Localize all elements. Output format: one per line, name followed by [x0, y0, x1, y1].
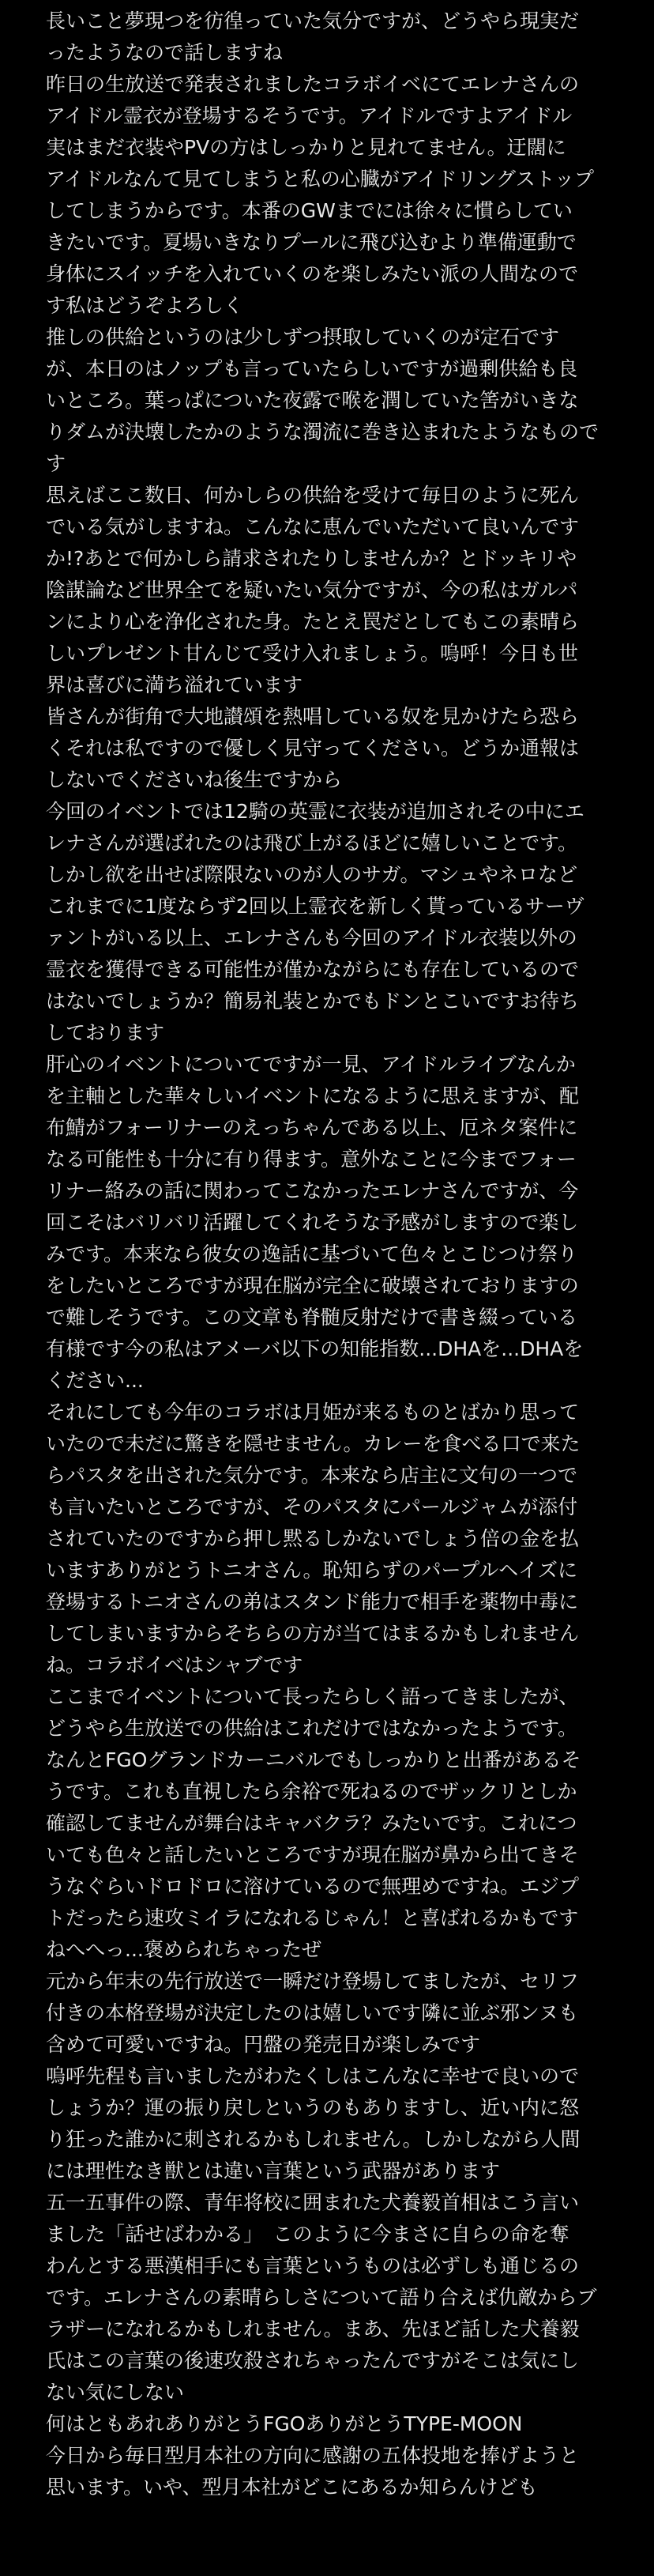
paragraph: [46, 2187, 611, 2408]
text-line: でいる気がしますね。こんなに恵んでいただいて良いんです: [46, 515, 580, 538]
paragraph: [46, 480, 611, 701]
text-line: 昨日の生放送で発表されましたコラボイベにてエレナさんの: [46, 73, 580, 96]
text-line: しかし欲を出せば際限ないのが人のサガ。マシュやネロなど: [46, 863, 578, 886]
text-line: しいプレゼント甘んじて受け入れましょう。嗚呼！今日も世: [46, 642, 579, 665]
text-line: か!?あとで何かしら請求されたりしませんか？とドッキリや: [46, 547, 577, 570]
text-line: 含めて可愛いですね。円盤の発売日が楽しみです: [46, 2033, 481, 2056]
text-line: わんとする悪漢相手にも言葉というものは必ずしも通じるの: [46, 2254, 580, 2277]
text-line: 布鯖がフォーリナーのえっちゃんである以上、厄ネタ案件に: [46, 1116, 578, 1139]
text-line: リナー絡みの話に関わってこなかったエレナさんですが、今: [46, 1179, 579, 1202]
text-line: これまでに1度ならず2回以上霊衣を新しく貰っているサーヴ: [46, 895, 584, 918]
paragraph: [46, 2408, 611, 2440]
text-line: らパスタを出された気分です。本来なら店主に文句の一つで: [46, 1464, 578, 1487]
text-line: 肝心のイベントについてですが一見、アイドルライブなんか: [46, 1053, 576, 1076]
text-line: うなぐらいドロドロに溶けているので無理めですね。エジプ: [46, 1875, 580, 1898]
text-line: には理性なき獣とは違い言葉という武器があります: [46, 2159, 501, 2182]
text-line: 付きの本格登場が決定したのは嬉しいです隣に並ぶ邪ンヌも: [46, 2001, 579, 2024]
text-line: 実はまだ衣装やPVの方はしっかりと見れてません。迂闊に: [46, 136, 566, 159]
paragraph: [46, 701, 611, 796]
text-line: 身体にスイッチを入れていくのを楽しみたい派の人間なので: [46, 262, 579, 285]
text-line: を主軸とした華々しいイベントになるように思えますが、配: [46, 1084, 580, 1107]
text-line: うです。これも直視したら余裕で死ねるのでザックリとしか: [46, 1780, 577, 1803]
text-line: しないでくださいね後生ですから: [46, 768, 343, 791]
text-line: きたいです。夏場いきなりプールに飛び込むより準備運動で: [46, 231, 577, 254]
text-line: トだったら速攻ミイラになれるじゃん！と喜ばれるかもです: [46, 1907, 579, 1929]
text-line: いますありがとうトニオさん。恥知らずのパープルヘイズに: [46, 1559, 578, 1582]
text-line: す私はどうぞよろしく: [46, 294, 244, 317]
text-line: をしたいところですが現在脳が完全に破壊されておりますの: [46, 1274, 579, 1297]
text-line: 回こそはバリバリ活躍してくれそうな予感がしますので楽し: [46, 1211, 579, 1234]
text-line: してしまいますからそちらの方が当てはまるかもしれません: [46, 1622, 580, 1645]
paragraph: [46, 69, 611, 322]
text-line: が、本日のはノップも言っていたらしいですが過剰供給も良: [46, 357, 578, 380]
paragraph: [46, 1049, 611, 1397]
paragraph: [46, 2440, 611, 2503]
text-line: です。エレナさんの素晴らしさについて語り合えば仇敵からブ: [46, 2286, 597, 2309]
text-line: ました「話せばわかる」 このように今まさに自らの命を奪: [46, 2223, 569, 2246]
text-line: 思えばここ数日、何かしらの供給を受けて毎日のように死ん: [46, 484, 580, 507]
text-line: ない気にしない: [46, 2381, 185, 2404]
text-line: 今回のイベントでは12騎の英霊に衣装が追加されその中にエ: [46, 800, 584, 823]
text-line: ここまでイベントについて長ったらしく語ってきましたが、: [46, 1685, 579, 1708]
text-line: くそれは私ですので優しく見守ってください。どうか通報は: [46, 737, 580, 760]
text-line: 陰謀論など世界全てを疑いたい気分ですが、今の私はガルパ: [46, 579, 578, 602]
text-line: り狂った誰かに刺されるかもしれません。しかしながら人間: [46, 2128, 581, 2151]
text-line: 何はともあれありがとうFGOありがとうTYPE-MOON: [46, 2412, 523, 2435]
text-line: それにしても今年のコラボは月姫が来るものとばかり思って: [46, 1401, 580, 1424]
text-line: ラザーになれるかもしれません。まあ、先ほど話した犬養毅: [46, 2318, 580, 2340]
text-line: アイドルなんて見てしまうと私の心臓がアイドリングストップ: [46, 168, 595, 190]
text-line: 界は喜びに満ち溢れています: [46, 673, 303, 696]
text-line: みです。本来なら彼女の逸話に基づいて色々とこじつけ祭り: [46, 1243, 578, 1265]
text-line: 推しの供給というのは少しずつ摂取していくのが定石です: [46, 326, 560, 349]
text-line: いところ。葉っぱについた夜露で喉を潤していた筈がいきな: [46, 389, 579, 412]
text-line: しております: [46, 1021, 165, 1044]
text-line: ねへへっ...褒められちゃったぜ: [46, 1938, 321, 1961]
text-line: 氏はこの言葉の後速攻殺されちゃったんですがそこは気にし: [46, 2349, 580, 2372]
paragraph: [46, 1966, 611, 2061]
paragraph: [46, 6, 611, 69]
text-line: ください...: [46, 1369, 144, 1392]
text-line: で難しそうです。この文章も脊髄反射だけで書き綴っている: [46, 1306, 578, 1329]
text-line: ね。コラボイベはシャブです: [46, 1654, 303, 1676]
text-line: アイドル霊衣が登場するそうです。アイドルですよアイドル: [46, 104, 573, 127]
text-line: 有様です今の私はアメーバ以下の知能指数...DHAを...DHAを: [46, 1337, 584, 1360]
text-line: 霊衣を獲得できる可能性が僅かながらにも存在しているので: [46, 958, 580, 981]
text-line: 思います。いや、型月本社がどこにあるか知らんけども: [46, 2476, 538, 2499]
paragraph: [46, 1681, 611, 1966]
text-line: も言いたいところですが、そのパスタにパールジャムが添付: [46, 1495, 578, 1518]
text-line: レナさんが選ばれたのは飛び上がるほどに嬉しいことです。: [46, 832, 578, 854]
text-line: しょうか？運の振り戻しというのもありますし、近い内に怒: [46, 2096, 580, 2119]
paragraph: [46, 2061, 611, 2187]
text-line: ァントがいる以上、エレナさんも今回のアイドル衣装以外の: [46, 926, 577, 949]
text-line: す: [46, 452, 66, 475]
text-line: 元から年末の先行放送で一瞬だけ登場してましたが、セリフ: [46, 1970, 580, 1993]
paragraph: [46, 796, 611, 1049]
text-line: ったようなので話しますね: [46, 41, 284, 64]
text-line: 登場するトニオさんの弟はスタンド能力で相手を薬物中毒に: [46, 1590, 579, 1613]
paragraph: [46, 1397, 611, 1681]
text-line: なんとFGOグランドカーニバルでもしっかりと出番があるそ: [46, 1748, 581, 1771]
text-line: はないでしょうか？簡易礼装とかでもドンとこいですお待ち: [46, 990, 580, 1013]
text-line: 五一五事件の際、青年将校に囲まれた犬養毅首相はこう言い: [46, 2191, 580, 2214]
text-line: いたので未だに驚きを隠せません。カレーを食べる口で来た: [46, 1432, 581, 1455]
paragraph: [46, 322, 611, 480]
text-line: どうやら生放送での供給はこれだけではなかったようです。: [46, 1717, 578, 1740]
text-line: 皆さんが街角で大地讃頌を熱唱している奴を見かけたら恐ら: [46, 705, 580, 728]
text-line: してしまうからです。本番のGWまでには徐々に慣らしてい: [46, 199, 573, 222]
text-line: いても色々と話したいところですが現在脳が鼻から出てきそ: [46, 1843, 579, 1866]
text-line: されていたのですから押し黙るしかないでしょう倍の金を払: [46, 1527, 580, 1550]
text-line: なる可能性も十分に有り得ます。意外なことに今までフォー: [46, 1148, 577, 1171]
text-line: りダムが決壊したかのような濁流に巻き込まれたようなもので: [46, 421, 600, 443]
text-line: 長いこと夢現つを彷徨っていた気分ですが、どうやら現実だ: [46, 9, 580, 32]
text-line: 嗚呼先程も言いましたがわたくしはこんなに幸せで良いので: [46, 2065, 580, 2088]
text-line: ンにより心を浄化された身。たとえ罠だとしてもこの素晴ら: [46, 610, 580, 633]
text-line: 今日から毎日型月本社の方向に感謝の五体投地を捧げようと: [46, 2444, 580, 2467]
text-line: 確認してませんが舞台はキャバクラ？みたいです。これにつ: [46, 1812, 577, 1835]
article-body: [46, 6, 611, 2503]
